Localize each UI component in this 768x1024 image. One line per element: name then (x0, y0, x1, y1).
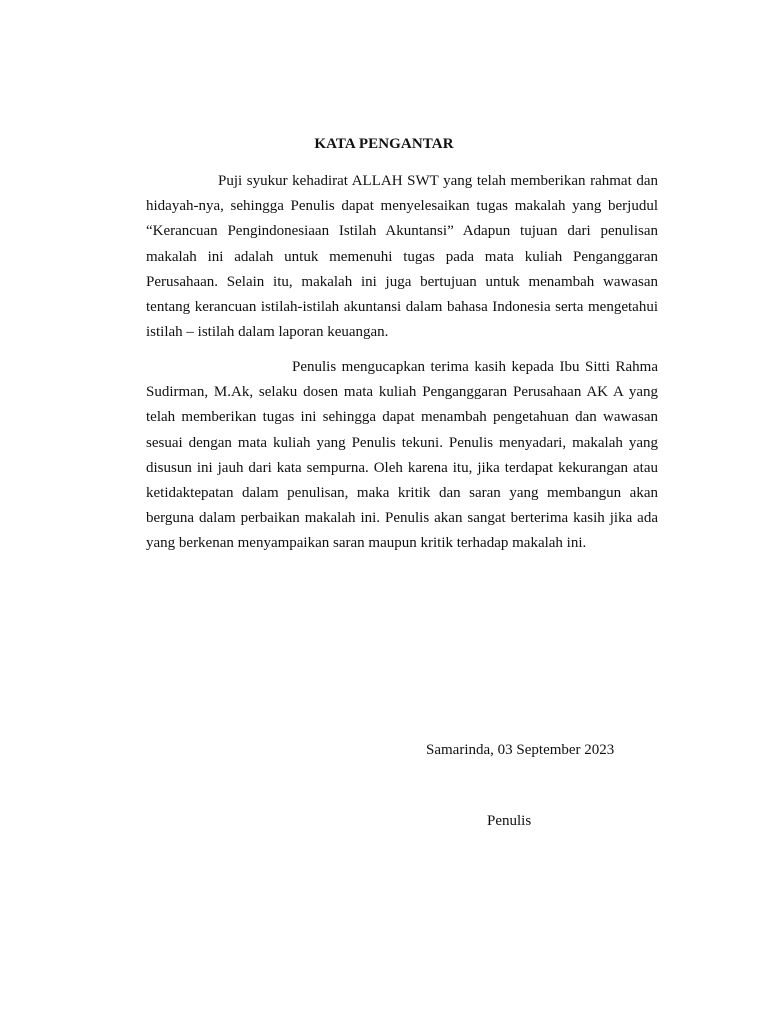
paragraph-acknowledgement: Penulis mengucapkan terima kasih kepada Ibu Sitti Rahma Sudirman, M.Ak, selaku dosen mata kuliah Penganggaran Perusahaan AK A yang telah memberikan tugas ini sehingga dapat menambah pengetahuan dan wawasan sesuai dengan mata kuliah yang Penulis tekuni. Penulis menyadari, makalah yang disusun ini jauh dari kata sempurna. Oleh karena itu, jika terdapat kekurangan atau ketidaktepatan dalam penulisan, maka kritik dan saran yang membangun akan berguna dalam perbaikan makalah ini. Penulis akan sangat berterima kasih jika ada yang berkenan menyampaikan saran maupun kritik terhadap makalah ini. (146, 359, 658, 552)
document-title: KATA PENGANTAR (314, 136, 454, 152)
signature-name: Penulis (487, 813, 532, 829)
paragraph-gratitude: Puji syukur kehadirat ALLAH SWT yang telah memberikan rahmat dan hidayah-nya, sehingga Penulis dapat menyelesaikan tugas makalah yang berjudul “Kerancuan Pengindonesiaan Istilah Akuntansi” Adapun tujuan dari penulisan makalah ini adalah untuk memenuhi tugas pada mata kuliah Penganggaran Perusahaan. Selain itu, makalah ini juga bertujuan untuk menambah wawasan tentang kerancuan istilah-istilah akuntansi dalam bahasa Indonesia serta mengetahui istilah – istilah dalam laporan keuangan. (146, 173, 658, 341)
place-and-date: Samarinda, 03 September 2023 (426, 742, 615, 758)
